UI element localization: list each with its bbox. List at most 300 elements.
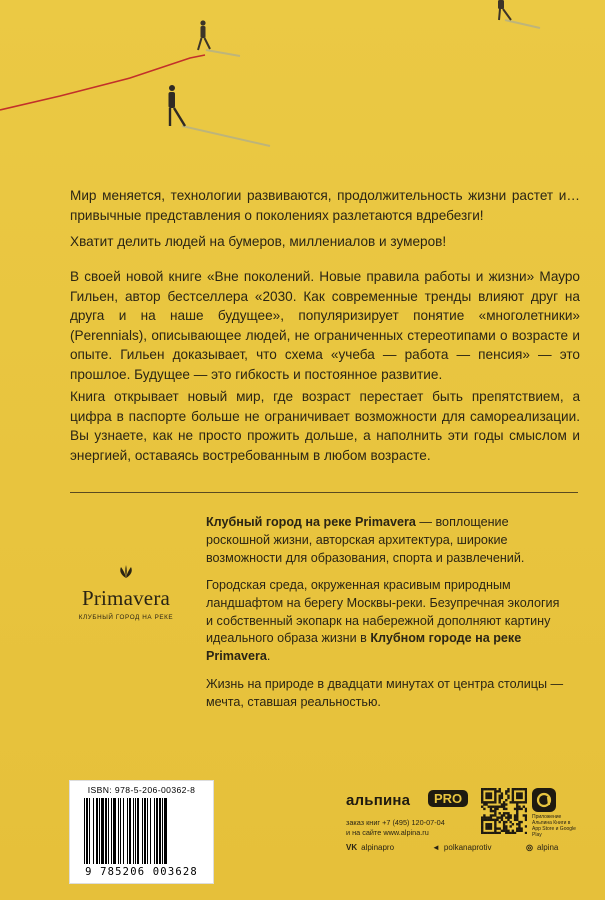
qr-module xyxy=(492,806,494,808)
qr-module xyxy=(518,795,520,797)
qr-module xyxy=(488,801,490,803)
qr-module xyxy=(525,832,527,834)
qr-module xyxy=(505,816,507,818)
social-vk xyxy=(346,843,394,852)
qr-module xyxy=(516,803,518,805)
qr-module xyxy=(485,819,487,821)
barcode-bar xyxy=(89,798,90,864)
qr-module xyxy=(481,792,483,794)
qr-module xyxy=(516,827,518,829)
qr-module xyxy=(518,827,520,829)
qr-module xyxy=(488,792,490,794)
barcode-bar xyxy=(156,798,158,864)
qr-module xyxy=(518,823,520,825)
barcode-bar xyxy=(133,798,134,864)
barcode-bar xyxy=(105,798,107,864)
qr-module xyxy=(499,816,501,818)
qr-module xyxy=(490,816,492,818)
qr-module xyxy=(523,801,525,803)
qr-module xyxy=(485,788,487,790)
qr-module xyxy=(503,825,505,827)
qr-module xyxy=(516,788,518,790)
figure-shadow xyxy=(182,126,270,146)
qr-module xyxy=(509,801,511,803)
qr-module xyxy=(481,806,483,808)
social-instagram xyxy=(526,843,558,852)
qr-module xyxy=(494,814,496,816)
pro-badge: PRO xyxy=(428,790,468,807)
qr-module xyxy=(501,797,503,799)
qr-module xyxy=(523,788,525,790)
qr-module xyxy=(512,797,514,799)
qr-module xyxy=(496,806,498,808)
qr-module xyxy=(494,830,496,832)
qr-module xyxy=(516,819,518,821)
qr-module xyxy=(507,795,509,797)
qr-module xyxy=(494,806,496,808)
sponsor-paragraph-1 xyxy=(206,514,566,567)
qr-module xyxy=(485,801,487,803)
qr-module xyxy=(505,799,507,801)
qr-module xyxy=(516,808,518,810)
qr-module xyxy=(494,810,496,812)
qr-module xyxy=(503,801,505,803)
qr-module xyxy=(525,795,527,797)
qr-module xyxy=(494,795,496,797)
qr-module xyxy=(494,792,496,794)
qr-module xyxy=(483,814,485,816)
qr-module xyxy=(518,792,520,794)
paragraph-book: В своей новой книге «Вне поколений. Новые правила работы и жизни» Мауро Гильен, автор бестселлера «2030. Как современные тренды влияют друг на друга и на наше будущее», популяризирует понятие «многолетники» (Perennials), описывающее людей, не ограниченных стереотипами о возрасте и опыте. Гильен доказывает, что схема «учеба — работа — пенсия» — это прошлое. Будущее — это гибкость и постоянное развитие. xyxy=(70,269,580,382)
barcode-bar xyxy=(142,798,143,864)
qr-module xyxy=(494,812,496,814)
app-icon xyxy=(532,788,556,812)
barcode-digits: 9 785206 003628 xyxy=(85,866,198,878)
qr-module xyxy=(490,814,492,816)
qr-module xyxy=(499,790,501,792)
sponsor-paragraph-2 xyxy=(206,577,566,666)
barcode-bar xyxy=(127,798,128,864)
qr-module xyxy=(525,808,527,810)
qr-module xyxy=(518,801,520,803)
qr-module xyxy=(509,825,511,827)
qr-module xyxy=(494,823,496,825)
qr-module xyxy=(499,806,501,808)
qr-module xyxy=(481,788,483,790)
qr-module xyxy=(481,801,483,803)
barcode-bar xyxy=(154,798,155,864)
barcode-bar xyxy=(144,798,146,864)
qr-module xyxy=(490,823,492,825)
qr-module xyxy=(494,832,496,834)
qr-module xyxy=(488,823,490,825)
qr-module xyxy=(501,806,503,808)
qr-module xyxy=(485,795,487,797)
barcode-bar xyxy=(137,798,139,864)
qr-module xyxy=(525,825,527,827)
qr-module xyxy=(509,821,511,823)
qr-module xyxy=(525,814,527,816)
qr-module xyxy=(512,795,514,797)
qr-module xyxy=(494,797,496,799)
qr-module xyxy=(501,803,503,805)
qr-module xyxy=(490,808,492,810)
qr-module xyxy=(516,806,518,808)
isbn-barcode xyxy=(69,780,214,884)
sponsor-text: — воплощение роскошной жизни, авторская архитектура, широкие возможности для образования, спорта и развлечений. xyxy=(206,515,525,565)
walking-figure xyxy=(198,20,210,50)
qr-module xyxy=(485,827,487,829)
barcode-bar xyxy=(101,798,104,864)
walking-figure xyxy=(498,0,511,20)
qr-module xyxy=(512,823,514,825)
social-handle: polkanaprotiv xyxy=(443,843,492,852)
divider xyxy=(70,492,578,493)
figure-shadow xyxy=(505,20,540,28)
social-telegram xyxy=(432,843,492,852)
qr-module xyxy=(488,819,490,821)
qr-module xyxy=(505,825,507,827)
qr-module xyxy=(516,810,518,812)
qr-module xyxy=(503,806,505,808)
qr-module xyxy=(490,832,492,834)
qr-module xyxy=(520,821,522,823)
qr-module xyxy=(496,816,498,818)
qr-module xyxy=(496,819,498,821)
qr-module xyxy=(490,801,492,803)
qr-module xyxy=(503,812,505,814)
qr-module xyxy=(503,803,505,805)
figure-shadow xyxy=(206,50,240,56)
qr-module xyxy=(518,825,520,827)
qr-module xyxy=(505,790,507,792)
qr-module xyxy=(505,803,507,805)
qr-module xyxy=(518,788,520,790)
sponsor-paragraph-3: Жизнь на природе в двадцати минутах от центра столицы — мечта, ставшая реальностью. xyxy=(206,677,564,709)
walking-figure xyxy=(169,85,186,126)
qr-module xyxy=(505,821,507,823)
barcode-bars xyxy=(84,798,200,864)
qr-module xyxy=(525,801,527,803)
qr-module xyxy=(505,812,507,814)
qr-module xyxy=(516,797,518,799)
qr-module xyxy=(520,795,522,797)
qr-module xyxy=(485,825,487,827)
qr-module xyxy=(494,827,496,829)
social-handle: alpinapro xyxy=(361,843,395,852)
logo-name: Primavera xyxy=(81,586,171,610)
qr-module xyxy=(525,810,527,812)
qr-module xyxy=(525,797,527,799)
qr-module xyxy=(507,830,509,832)
qr-module xyxy=(485,823,487,825)
barcode-bar xyxy=(84,798,85,864)
social-handle: alpina xyxy=(536,843,559,852)
qr-module xyxy=(481,825,483,827)
barcode-bar xyxy=(93,798,94,864)
qr-module xyxy=(488,797,490,799)
qr-module xyxy=(525,816,527,818)
barcode-bar xyxy=(113,798,116,864)
logo-subtitle: КЛУБНЫЙ ГОРОД НА РЕКЕ xyxy=(78,614,174,621)
qr-module xyxy=(483,801,485,803)
qr-module xyxy=(490,792,492,794)
qr-module xyxy=(481,827,483,829)
barcode-bar xyxy=(108,798,109,864)
qr-module xyxy=(505,830,507,832)
qr-module xyxy=(499,799,501,801)
barcode-bar xyxy=(164,798,167,864)
qr-module xyxy=(488,827,490,829)
qr-module xyxy=(494,799,496,801)
qr-module xyxy=(496,790,498,792)
qr-module xyxy=(490,788,492,790)
vk-icon: VK xyxy=(346,843,358,852)
qr-code xyxy=(481,788,527,834)
qr-module xyxy=(512,788,514,790)
qr-module xyxy=(512,830,514,832)
qr-module xyxy=(496,832,498,834)
qr-module xyxy=(503,814,505,816)
qr-module xyxy=(503,830,505,832)
qr-module xyxy=(501,792,503,794)
qr-module xyxy=(490,806,492,808)
qr-module xyxy=(501,816,503,818)
qr-module xyxy=(490,825,492,827)
qr-module xyxy=(481,830,483,832)
qr-module xyxy=(483,808,485,810)
qr-module xyxy=(492,814,494,816)
qr-module xyxy=(488,806,490,808)
sponsor-text: Городская среда, окруженная красивым природным ландшафтом на берегу Москвы-реки. Безупречная экология и собственный экопарк на набережной дополняют картину идеального образа жизни в xyxy=(206,578,560,646)
barcode-bar xyxy=(99,798,100,864)
isbn-label: ISBN: 978-5-206-00362-8 xyxy=(87,785,196,795)
qr-module xyxy=(492,819,494,821)
qr-module xyxy=(516,814,518,816)
qr-module xyxy=(525,788,527,790)
qr-module xyxy=(514,788,516,790)
qr-module xyxy=(499,832,501,834)
qr-module xyxy=(501,819,503,821)
qr-module xyxy=(516,812,518,814)
barcode-bar xyxy=(120,798,121,864)
qr-module xyxy=(516,816,518,818)
qr-module xyxy=(494,788,496,790)
qr-module xyxy=(509,816,511,818)
qr-module xyxy=(512,801,514,803)
qr-module xyxy=(490,810,492,812)
qr-module xyxy=(514,801,516,803)
qr-module xyxy=(501,814,503,816)
publisher-logo: альпина xyxy=(346,792,411,809)
qr-module xyxy=(505,827,507,829)
qr-module xyxy=(481,816,483,818)
qr-module xyxy=(492,801,494,803)
barcode-bar xyxy=(118,798,119,864)
qr-module xyxy=(518,830,520,832)
order-site: и на сайте www.alpina.ru xyxy=(346,828,429,837)
qr-module xyxy=(492,788,494,790)
qr-module xyxy=(488,816,490,818)
qr-module xyxy=(485,832,487,834)
qr-module xyxy=(514,832,516,834)
qr-module xyxy=(481,823,483,825)
qr-module xyxy=(525,799,527,801)
qr-module xyxy=(520,792,522,794)
qr-module xyxy=(520,801,522,803)
qr-module xyxy=(488,832,490,834)
barcode-bar xyxy=(86,798,88,864)
barcode-bar xyxy=(162,798,163,864)
qr-module xyxy=(525,792,527,794)
qr-module xyxy=(512,792,514,794)
order-info xyxy=(346,818,445,838)
qr-module xyxy=(518,797,520,799)
walking-people-illustration xyxy=(0,0,605,160)
qr-module xyxy=(514,808,516,810)
qr-module xyxy=(507,832,509,834)
qr-module xyxy=(496,808,498,810)
barcode-bar xyxy=(96,798,98,864)
qr-module xyxy=(490,795,492,797)
qr-module xyxy=(505,832,507,834)
qr-module xyxy=(494,808,496,810)
qr-module xyxy=(483,832,485,834)
qr-module xyxy=(488,795,490,797)
qr-module xyxy=(516,795,518,797)
barcode-bar xyxy=(150,798,151,864)
qr-module xyxy=(518,821,520,823)
qr-module xyxy=(507,797,509,799)
qr-module xyxy=(507,790,509,792)
qr-module xyxy=(503,821,505,823)
barcode-bar xyxy=(159,798,161,864)
qr-module xyxy=(488,825,490,827)
qr-module xyxy=(523,806,525,808)
flower-icon xyxy=(117,565,135,579)
qr-module xyxy=(481,790,483,792)
qr-module xyxy=(488,788,490,790)
qr-module xyxy=(485,816,487,818)
barcode-bar xyxy=(111,798,112,864)
qr-module xyxy=(499,788,501,790)
qr-module xyxy=(520,830,522,832)
qr-module xyxy=(481,799,483,801)
qr-module xyxy=(505,792,507,794)
qr-module xyxy=(507,814,509,816)
qr-module xyxy=(481,832,483,834)
barcode-bar xyxy=(123,798,124,864)
qr-module xyxy=(514,816,516,818)
qr-module xyxy=(499,827,501,829)
telegram-icon: ◄ xyxy=(432,843,440,852)
qr-module xyxy=(520,808,522,810)
qr-module xyxy=(512,799,514,801)
qr-module xyxy=(499,795,501,797)
qr-module xyxy=(483,819,485,821)
primavera-logo xyxy=(70,565,182,621)
sponsor-name-bold: Клубном городе на реке Primavera xyxy=(206,631,522,664)
qr-module xyxy=(518,806,520,808)
qr-module xyxy=(516,830,518,832)
qr-module xyxy=(483,816,485,818)
qr-module xyxy=(492,810,494,812)
qr-module xyxy=(503,808,505,810)
qr-module xyxy=(494,825,496,827)
alpina-app-icon xyxy=(532,788,556,812)
qr-module xyxy=(483,803,485,805)
qr-module xyxy=(520,827,522,829)
qr-module xyxy=(507,812,509,814)
qr-module xyxy=(512,832,514,834)
qr-module xyxy=(492,832,494,834)
qr-module xyxy=(485,803,487,805)
qr-module xyxy=(485,792,487,794)
qr-module xyxy=(503,823,505,825)
order-phone: заказ книг +7 (495) 120-07-04 xyxy=(346,818,445,827)
qr-module xyxy=(509,814,511,816)
qr-module xyxy=(501,830,503,832)
barcode-bar xyxy=(129,798,131,864)
qr-module xyxy=(516,792,518,794)
qr-module xyxy=(485,797,487,799)
qr-module xyxy=(499,801,501,803)
qr-module xyxy=(494,821,496,823)
qr-module xyxy=(490,797,492,799)
barcode-bar xyxy=(135,798,136,864)
qr-module xyxy=(505,808,507,810)
qr-module xyxy=(507,819,509,821)
qr-module xyxy=(494,801,496,803)
qr-module xyxy=(481,797,483,799)
qr-module xyxy=(483,788,485,790)
qr-module xyxy=(494,819,496,821)
qr-module xyxy=(499,812,501,814)
sponsor-text: . xyxy=(266,649,271,664)
paragraph-new-world: Книга открывает новый мир, где возраст перестает быть препятствием, а цифра в паспорте больше не ограничивает возможности для самореализации. Вы узнаете, как не просто прожить дольше, а наполнить эти годы смыслом и энергией, оставаясь востребованным в любом возрасте. xyxy=(70,389,580,463)
qr-module xyxy=(503,827,505,829)
qr-module xyxy=(499,821,501,823)
qr-module xyxy=(523,814,525,816)
qr-module xyxy=(490,819,492,821)
app-store-text: Приложение Альпина Книги в App Store и Google Play xyxy=(532,814,576,838)
qr-module xyxy=(481,819,483,821)
qr-module xyxy=(516,801,518,803)
qr-module xyxy=(520,788,522,790)
qr-module xyxy=(512,790,514,792)
paragraph-slogan: Хватит делить людей на бумеров, миллениалов и зумеров! xyxy=(70,234,447,249)
qr-module xyxy=(520,797,522,799)
qr-module xyxy=(507,788,509,790)
sponsor-name-bold: Клубный город на реке Primavera xyxy=(206,515,416,529)
qr-module xyxy=(518,808,520,810)
qr-module xyxy=(499,797,501,799)
qr-module xyxy=(525,790,527,792)
qr-module xyxy=(490,827,492,829)
qr-module xyxy=(514,819,516,821)
qr-module xyxy=(501,795,503,797)
barcode-bar xyxy=(147,798,148,864)
qr-module xyxy=(516,823,518,825)
qr-module xyxy=(481,795,483,797)
qr-module xyxy=(496,827,498,829)
qr-module xyxy=(514,814,516,816)
qr-module xyxy=(509,832,511,834)
qr-module xyxy=(525,819,527,821)
qr-module xyxy=(481,821,483,823)
instagram-icon: ◎ xyxy=(526,843,533,852)
qr-module xyxy=(494,790,496,792)
